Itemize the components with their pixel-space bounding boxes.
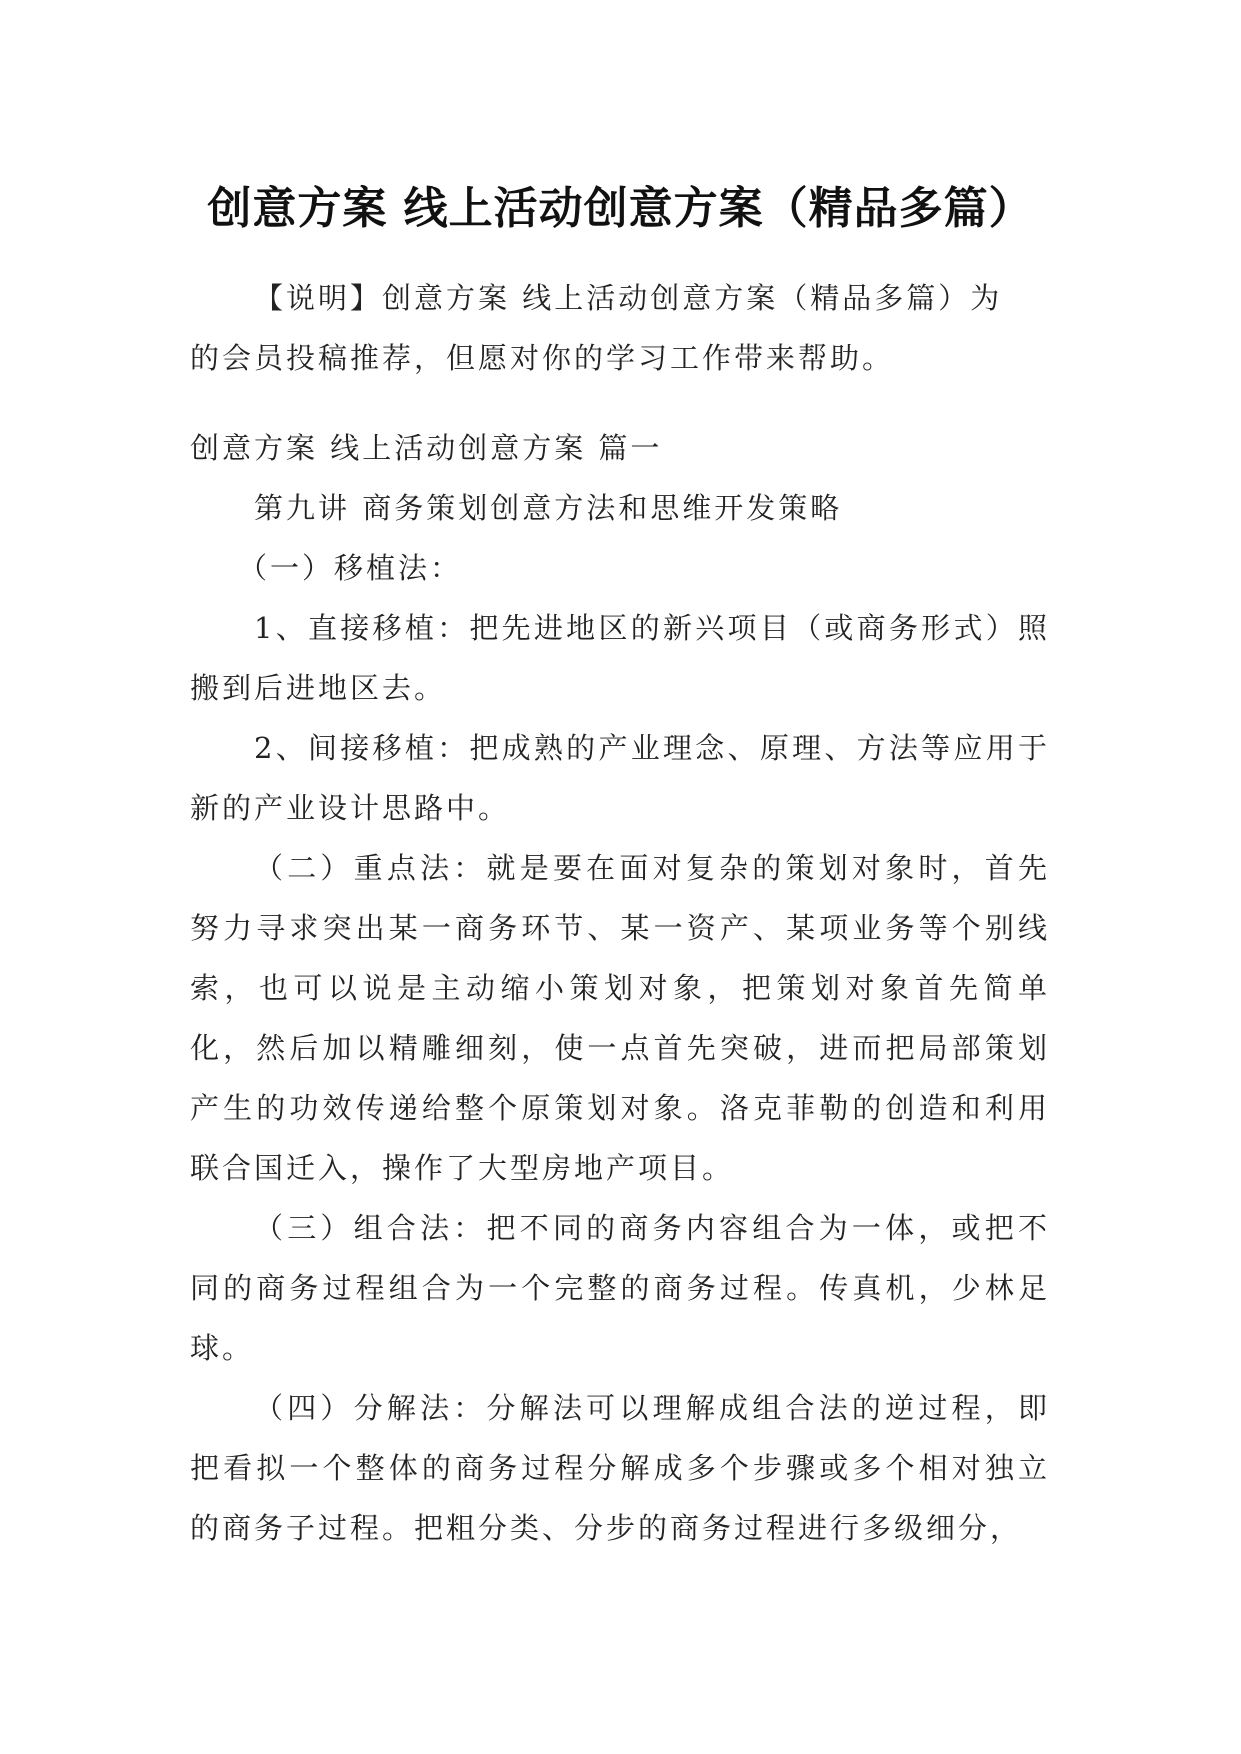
- part3-paragraph: （三）组合法：把不同的商务内容组合为一体，或把不同的商务过程组合为一个完整的商务过程。传真机，少林足球。: [190, 1211, 1050, 1365]
- intro-line-2: 的会员投稿推荐，但愿对你的学习工作带来帮助。: [190, 341, 895, 375]
- main-content: [190, 418, 1050, 1558]
- lecture-title: 第九讲 商务策划创意方法和思维开发策略: [254, 491, 843, 525]
- part2-paragraph: （二）重点法：就是要在面对复杂的策划对象时，首先努力寻求突出某一商务环节、某一资产、某项业务等个别线索，也可以说是主动缩小策划对象，把策划对象首先简单化，然后加以精雕细刻，使一点首先突破，进而把局部策划产生的功效传递给整个原策划对象。洛克菲勒的创造和利用联合国迁入，操作了大型房地产项目。: [190, 851, 1050, 1185]
- document-title: 创意方案 线上活动创意方案（精品多篇）: [207, 183, 1034, 235]
- part1-item2: 2、间接移植：把成熟的产业理念、原理、方法等应用于新的产业设计思路中。: [190, 731, 1050, 825]
- part4-paragraph: （四）分解法：分解法可以理解成组合法的逆过程，即把看拟一个整体的商务过程分解成多个步骤或多个相对独立的商务子过程。把粗分类、分步的商务过程进行多级细分，: [190, 1391, 1050, 1545]
- intro-paragraph: [190, 268, 1050, 388]
- section-heading: 创意方案 线上活动创意方案 篇一: [190, 431, 663, 465]
- part1-item1: 1、直接移植：把先进地区的新兴项目（或商务形式）照搬到后进地区去。: [190, 611, 1050, 705]
- part1-heading: （一）移植法：: [238, 551, 463, 585]
- intro-line-1: 【说明】创意方案 线上活动创意方案（精品多篇）为: [254, 281, 1003, 315]
- intro-block: [190, 268, 1050, 388]
